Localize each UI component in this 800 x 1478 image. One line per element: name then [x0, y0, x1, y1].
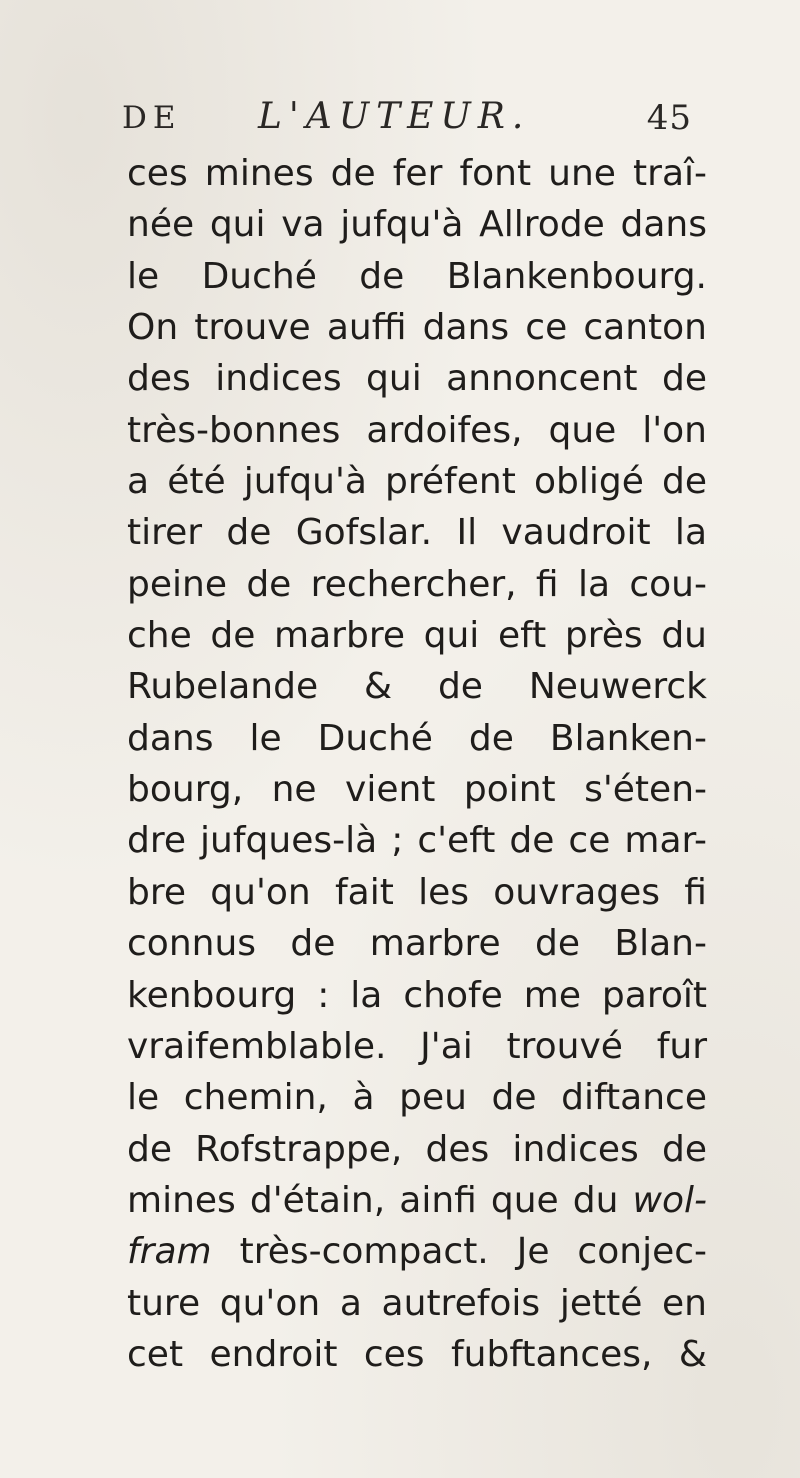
- text-line: le Duché de Blankenbourg.: [127, 255, 707, 297]
- text-segment: très-compact. Je conjec-: [239, 1231, 707, 1273]
- text-line: che de marbre qui eft près du: [127, 615, 707, 657]
- text-line-with-italic: [127, 1226, 707, 1277]
- header-title: L'AUTEUR.: [258, 96, 531, 137]
- text-line: bre qu'on fait les ouvrages fi: [127, 871, 707, 913]
- text-line: des indices qui annoncent de: [127, 358, 707, 400]
- text-line-with-italic: [127, 1175, 707, 1226]
- text-segment: mines d'étain, ainfi que du: [127, 1179, 619, 1221]
- text-line: tirer de Gofslar. Il vaudroit la: [127, 512, 707, 554]
- body-text: [127, 148, 707, 1380]
- text-line: On trouve auffi dans ce canton: [127, 307, 707, 349]
- text-line: dre jufques-là ; c'eft de ce mar-: [127, 820, 707, 862]
- text-line: dans le Duché de Blanken-: [127, 717, 707, 759]
- text-line: bourg, ne vient point s'éten-: [127, 769, 707, 811]
- text-line: connus de marbre de Blan-: [127, 923, 707, 965]
- text-line: de Rofstrappe, des indices de: [127, 1128, 707, 1170]
- text-line: cet endroit ces fubftances, &: [127, 1333, 707, 1375]
- text-line: vraifemblable. J'ai trouvé fur: [127, 1025, 707, 1067]
- text-line: ces mines de fer font une traî-: [127, 153, 707, 194]
- header-left: DE: [122, 100, 182, 136]
- text-line: très-bonnes ardoifes, que l'on: [127, 409, 707, 451]
- text-line: a été jufqu'à préfent obligé de: [127, 461, 707, 503]
- text-line: ture qu'on a autrefois jetté en: [127, 1282, 707, 1324]
- text-line: peine de rechercher, fi la cou-: [127, 563, 707, 605]
- text-line: née qui va jufqu'à Allrode dans: [127, 204, 707, 246]
- text-line: Rubelande & de Neuwerck: [127, 666, 707, 708]
- italic-word: wol-: [632, 1179, 707, 1221]
- page-number: 45: [646, 98, 692, 138]
- running-header: [122, 96, 692, 148]
- text-line: kenbourg : la chofe me paroît: [127, 974, 707, 1016]
- italic-word: fram: [127, 1231, 212, 1273]
- text-line: le chemin, à peu de diftance: [127, 1077, 707, 1119]
